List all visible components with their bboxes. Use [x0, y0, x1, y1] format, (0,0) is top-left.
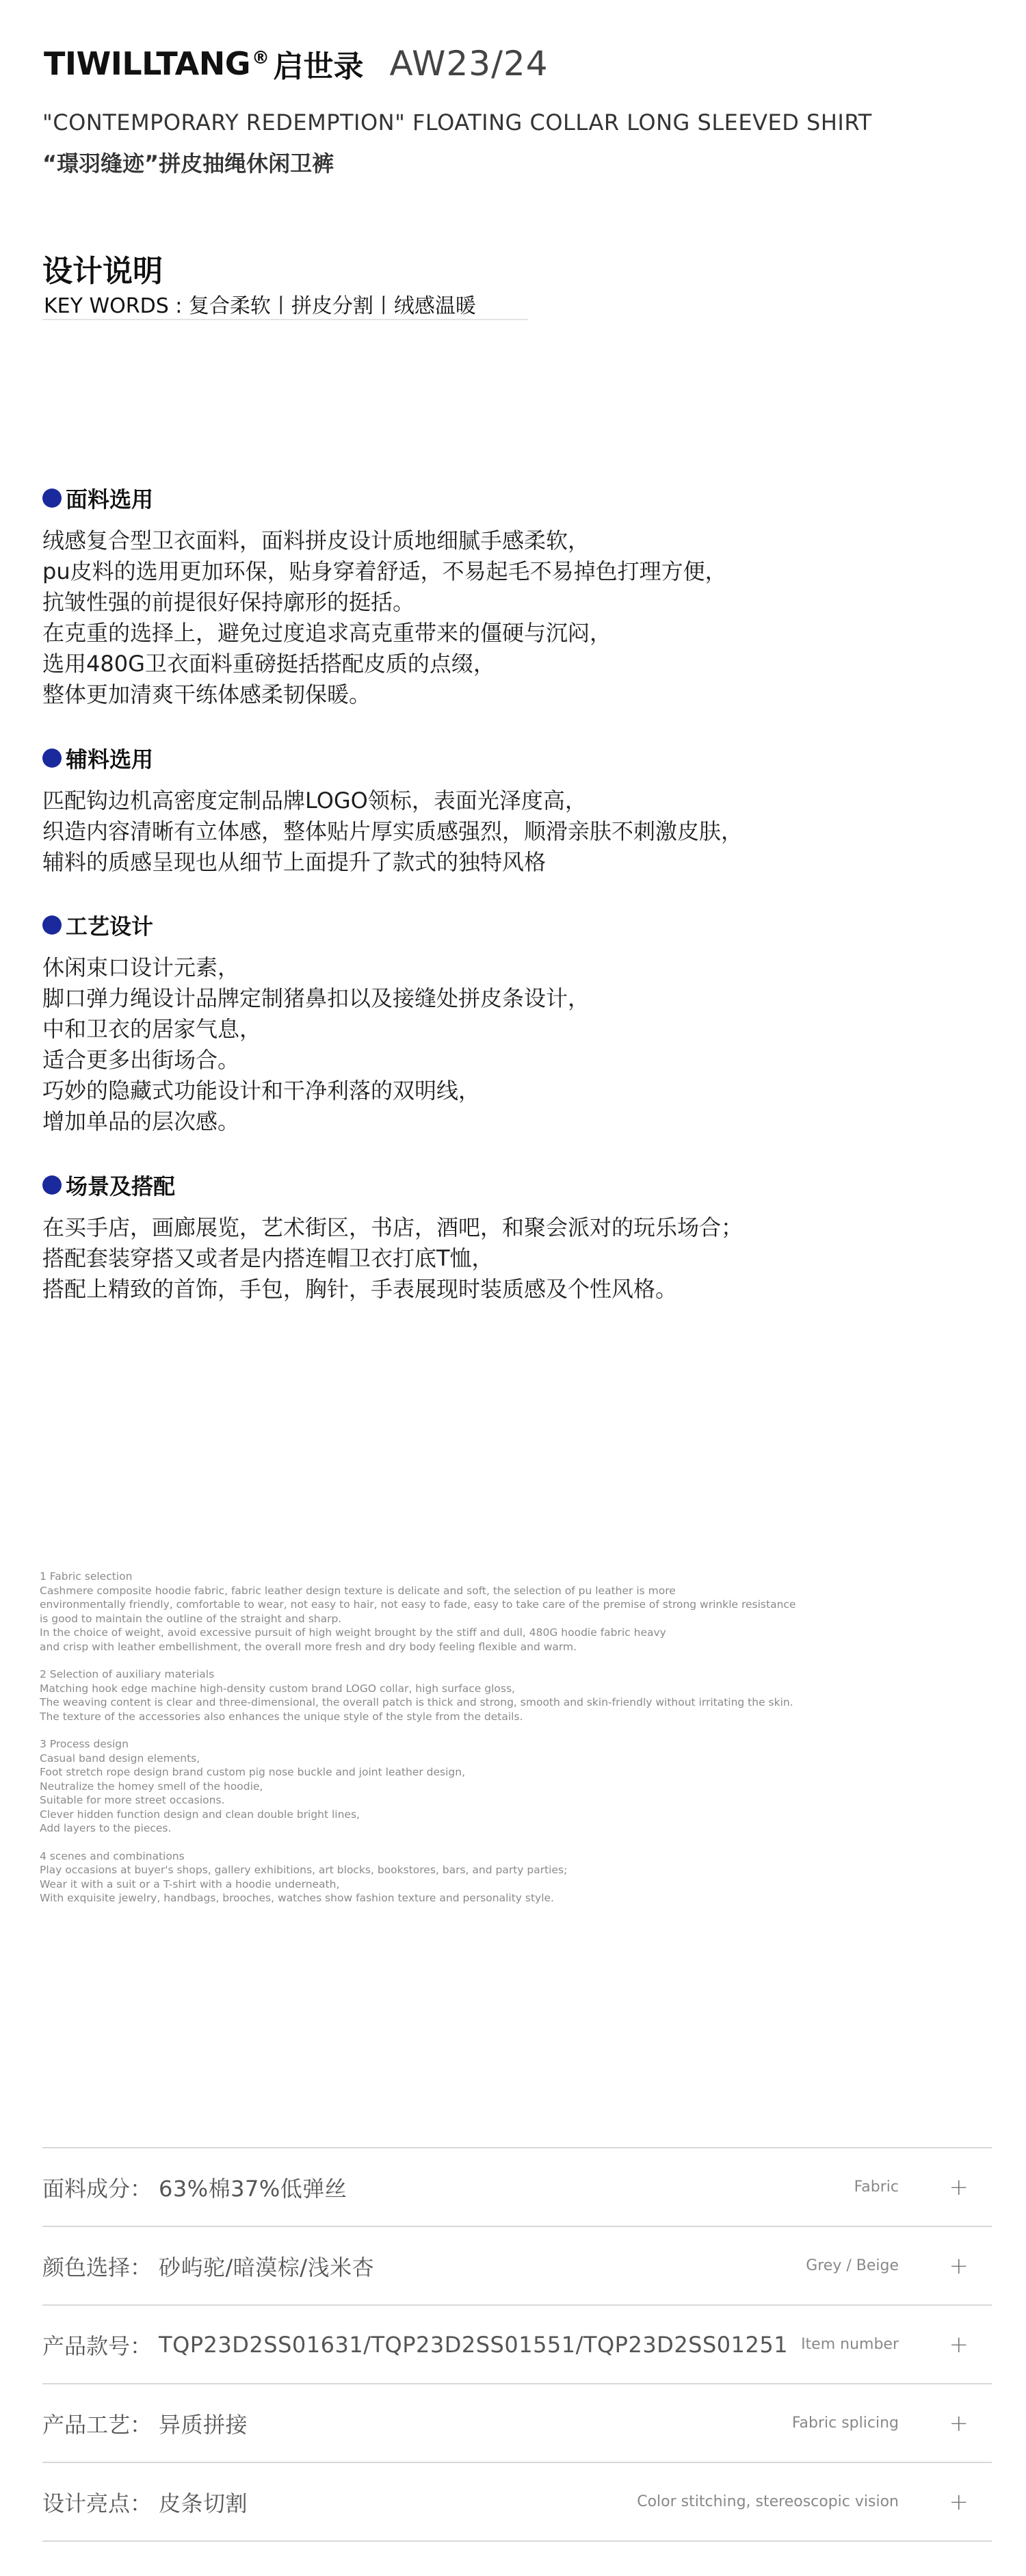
english-notes — [40, 1570, 929, 1919]
note-line: Wear it with a suit or a T-shirt with a hoodie underneath, — [40, 1877, 340, 1890]
keywords-divider — [42, 319, 528, 320]
body-line: 匹配钩边机高密度定制品牌LOGO领标，表面光泽度高， — [42, 788, 587, 814]
note-line: With exquisite jewelry, handbags, brooches, watches show fashion texture and personality style. — [40, 1892, 554, 1904]
season-label: AW23/24 — [389, 44, 549, 83]
keywords-line: KEY WORDS : 复合柔软丨拼皮分割丨绒感温暖 — [44, 294, 476, 318]
spec-row-color[interactable] — [42, 2227, 992, 2306]
spec-value: 异质拼接 — [159, 2411, 248, 2438]
body-line: 搭配上精致的首饰，手包，胸针，手表展现时装质感及个性风格。 — [42, 1276, 678, 1302]
bullet-dot-icon — [42, 489, 62, 508]
bullet-dot-icon — [42, 1175, 62, 1195]
section-body — [42, 952, 966, 1137]
note-group — [40, 1667, 929, 1723]
spec-en-label: Color stitching, stereoscopic vision — [637, 2493, 899, 2510]
note-line: Matching hook edge machine high-density custom brand LOGO collar, high surface gloss, — [40, 1682, 515, 1695]
body-line: 适合更多出街场合。 — [42, 1047, 240, 1073]
note-line: Play occasions at buyer's shops, gallery exhibitions, art blocks, bookstores, bars, and party parties; — [40, 1864, 568, 1876]
spec-label: 设计亮点： — [42, 2490, 153, 2516]
section-body — [42, 1212, 966, 1305]
brand-header — [44, 40, 549, 88]
body-line: 绒感复合型卫衣面料，面料拼皮设计质地细腻手感柔软， — [42, 528, 590, 554]
section-fabric — [42, 483, 966, 710]
note-line: The weaving content is clear and three-dimensional, the overall patch is thick and strong, smooth and skin-friendly without irritating the skin. — [40, 1696, 793, 1708]
note-line: 4 scenes and combinations — [40, 1849, 185, 1862]
note-group — [40, 1737, 929, 1836]
section-title-text: 辅料选用 — [66, 746, 154, 772]
body-line: 休闲束口设计元素， — [42, 954, 240, 980]
spec-en-label: Fabric — [854, 2178, 899, 2196]
section-title — [42, 1170, 966, 1200]
spec-value: 砂屿驼/暗漠棕/浅米杏 — [159, 2254, 375, 2280]
design-heading: 设计说明 — [42, 254, 163, 289]
section-title-text: 场景及搭配 — [66, 1173, 176, 1199]
spec-label: 产品款号： — [42, 2332, 153, 2359]
spec-en-label: Grey / Beige — [806, 2257, 899, 2274]
note-line: Suitable for more street occasions. — [40, 1794, 225, 1806]
spec-row-item-number[interactable] — [42, 2306, 992, 2384]
note-line: Add layers to the pieces. — [40, 1822, 172, 1834]
body-line: 增加单品的层次感。 — [42, 1108, 240, 1134]
expand-plus-icon[interactable]: + — [949, 2173, 969, 2201]
spec-row-highlight[interactable] — [42, 2463, 992, 2542]
note-line: Cashmere composite hoodie fabric, fabric leather design texture is delicate and soft, the selection of pu leather is more — [40, 1584, 676, 1597]
note-line: Clever hidden function design and clean double bright lines, — [40, 1808, 360, 1821]
brand-name-cn: 启世录 — [273, 49, 364, 84]
spec-value: TQP23D2SS01631/TQP23D2SS01551/TQP23D2SS01251 — [159, 2331, 789, 2358]
body-line: 巧妙的隐藏式功能设计和干净利落的双明线， — [42, 1078, 481, 1104]
note-line: Foot stretch rope design brand custom pig nose buckle and joint leather design, — [40, 1766, 465, 1778]
registered-mark: ® — [252, 47, 269, 68]
section-body — [42, 525, 966, 710]
note-line: Neutralize the homey smell of the hoodie, — [40, 1780, 263, 1793]
expand-plus-icon[interactable]: + — [949, 2409, 969, 2437]
note-line: is good to maintain the outline of the straight and sharp. — [40, 1612, 342, 1625]
note-line: 2 Selection of auxiliary materials — [40, 1668, 215, 1680]
product-title-en: "CONTEMPORARY REDEMPTION" FLOATING COLLAR LONG SLEEVED SHIRT — [42, 109, 872, 135]
bullet-dot-icon — [42, 915, 62, 935]
bullet-dot-icon — [42, 749, 62, 768]
expand-plus-icon[interactable]: + — [949, 2252, 969, 2280]
spec-en-label: Fabric splicing — [791, 2415, 899, 2432]
note-line: The texture of the accessories also enhances the unique style of the style from the details. — [40, 1710, 523, 1723]
spec-row-craft[interactable] — [42, 2384, 992, 2463]
spec-en-label: Item number — [801, 2336, 899, 2353]
spec-label: 产品工艺： — [42, 2411, 153, 2438]
body-line: 搭配套装穿搭又或者是内搭连帽卫衣打底T恤， — [42, 1245, 494, 1271]
section-title-text: 面料选用 — [66, 486, 154, 512]
section-title — [42, 910, 966, 940]
body-line: 选用480G卫衣面料重磅挺括搭配皮质的点缀， — [42, 651, 495, 677]
brand-logo-text: TIWILLTANG — [44, 45, 251, 82]
spec-row-fabric[interactable] — [42, 2147, 992, 2227]
body-line: 整体更加清爽干练体感柔韧保暖。 — [42, 681, 371, 707]
note-line: 3 Process design — [40, 1738, 129, 1750]
section-body — [42, 785, 966, 878]
section-process — [42, 910, 966, 1137]
body-line: 在克重的选择上，避免过度追求高克重带来的僵硬与沉闷， — [42, 620, 612, 646]
note-line: environmentally friendly, comfortable to wear, not easy to hair, not easy to fade, easy to take care of the premise of strong wrinkle resistance — [40, 1598, 796, 1611]
section-scenes — [42, 1170, 966, 1305]
brand-logo — [44, 45, 269, 82]
product-title-cn: “璟羽缝迹”拼皮抽绳休闲卫裤 — [42, 151, 334, 177]
note-line: In the choice of weight, avoid excessive pursuit of high weight brought by the stiff and dull, 480G hoodie fabric heavy — [40, 1626, 666, 1639]
note-line: 1 Fabric selection — [40, 1570, 133, 1583]
note-line: Casual band design elements, — [40, 1752, 200, 1765]
body-line: 织造内容清晰有立体感，整体贴片厚实质感强烈，顺滑亲肤不刺激皮肤， — [42, 818, 744, 844]
expand-plus-icon[interactable]: + — [949, 2330, 969, 2358]
spec-value: 63%棉37%低弹丝 — [159, 2175, 347, 2202]
body-line: 脚口弹力绳设计品牌定制猪鼻扣以及接缝处拼皮条设计， — [42, 985, 590, 1011]
body-line: 在买手店，画廊展览，艺术街区，书店，酒吧，和聚会派对的玩乐场合； — [42, 1214, 744, 1240]
spec-list — [42, 2147, 992, 2542]
section-title-text: 工艺设计 — [66, 913, 154, 939]
spec-label: 面料成分： — [42, 2175, 153, 2202]
spec-value: 皮条切割 — [159, 2490, 248, 2516]
note-group — [40, 1570, 929, 1654]
body-line: 抗皱性强的前提很好保持廓形的挺括。 — [42, 589, 415, 615]
body-line: pu皮料的选用更加环保，贴身穿着舒适，不易起毛不易掉色打理方便， — [42, 558, 727, 584]
note-line: and crisp with leather embellishment, the overall more fresh and dry body feeling flexible and warm. — [40, 1640, 577, 1653]
body-line: 中和卫衣的居家气息， — [42, 1016, 262, 1042]
section-accessories — [42, 743, 966, 878]
expand-plus-icon[interactable]: + — [949, 2488, 969, 2516]
body-line: 辅料的质感呈现也从细节上面提升了款式的独特风格 — [42, 849, 547, 875]
spec-label: 颜色选择： — [42, 2254, 153, 2280]
section-title — [42, 483, 966, 513]
note-group — [40, 1849, 929, 1905]
section-title — [42, 743, 966, 773]
